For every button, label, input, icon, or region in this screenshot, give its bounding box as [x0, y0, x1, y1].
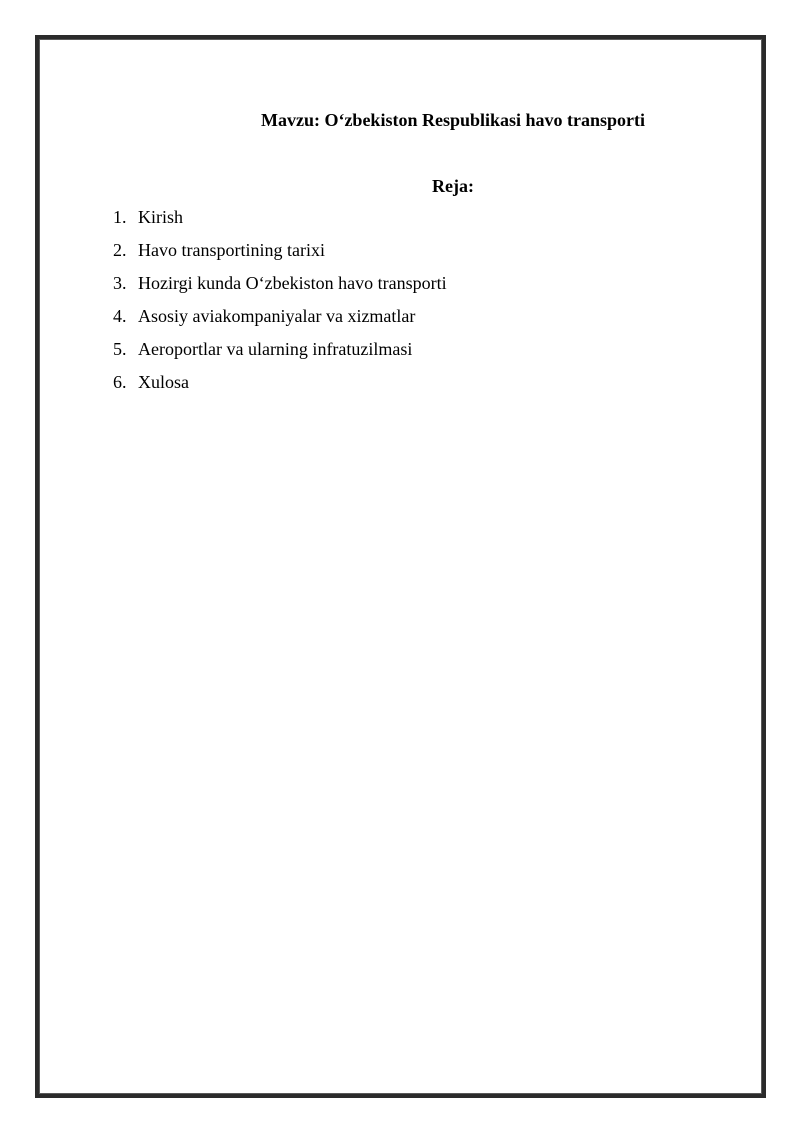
plan-item-number: 3.: [113, 273, 127, 293]
plan-item-number: 1.: [113, 207, 127, 227]
plan-item-text: Aeroportlar va ularning infratuzilmasi: [138, 339, 413, 359]
document-title: Mavzu: O‘zbekiston Respublikasi havo transporti: [260, 110, 646, 130]
plan-item-text: Kirish: [138, 207, 183, 227]
plan-item-number: 6.: [113, 372, 127, 392]
plan-item-2: [113, 238, 447, 271]
plan-item-text: Hozirgi kunda O‘zbekiston havo transporti: [138, 273, 447, 293]
plan-item-1: [113, 205, 447, 238]
plan-item-number: 4.: [113, 306, 127, 326]
plan-item-text: Asosiy aviakompaniyalar va xizmatlar: [138, 306, 416, 326]
plan-item-number: 5.: [113, 339, 127, 359]
plan-heading: Reja:: [432, 176, 474, 196]
plan-item-text: Xulosa: [138, 372, 189, 392]
plan-item-number: 2.: [113, 240, 127, 260]
plan-item-text: Havo transportining tarixi: [138, 240, 325, 260]
plan-item-5: [113, 337, 447, 370]
plan-item-4: [113, 304, 447, 337]
plan-item-3: [113, 271, 447, 304]
plan-item-6: [113, 370, 447, 403]
plan-list: [113, 205, 447, 403]
